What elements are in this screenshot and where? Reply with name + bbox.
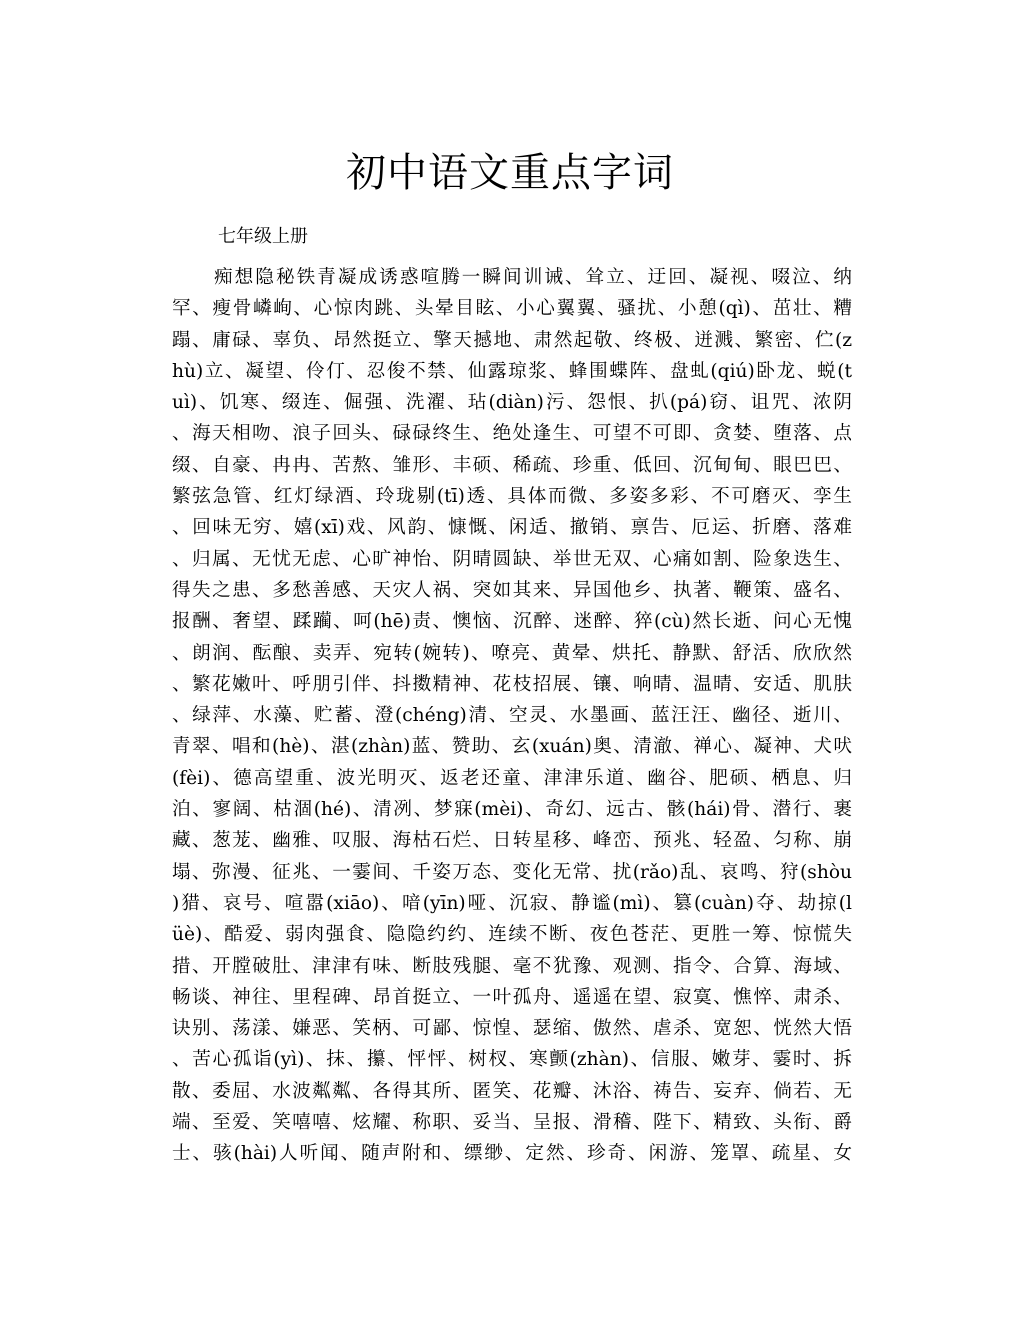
text-line: 、海天相吻、浪子回头、碌碌终生、绝处逢生、可望不可即、贪婪、堕落、点 bbox=[172, 423, 852, 445]
text-line: üè)、酷爱、弱肉强食、隐隐约约、连续不断、夜色苍茫、更胜一筹、惊慌失 bbox=[172, 924, 852, 946]
text-line: 痴想隐秘铁青凝成诱惑喧腾一瞬间训诫、耸立、迂回、凝视、啜泣、纳 bbox=[214, 267, 852, 288]
text-line: 、朗润、酝酿、卖弄、宛转(婉转)、嘹亮、黄晕、烘托、静默、舒活、欣欣然 bbox=[172, 642, 852, 664]
page-title: 初中语文重点字词 bbox=[346, 149, 674, 196]
text-line: 泊、寥阔、枯涸(hé)、清冽、梦寐(mèi)、奇幻、远古、骸(hái)骨、潜行、裹 bbox=[172, 799, 852, 821]
text-line: )猎、哀号、喧嚣(xiāo)、喑(yīn)哑、沉寂、静谧(mì)、篡(cuàn)夺、劫掠(l bbox=[172, 892, 852, 914]
text-line: 繁弦急管、红灯绿酒、玲珑剔(tī)透、具体而微、多姿多彩、不可磨灭、孪生 bbox=[172, 486, 852, 508]
text-line: 藏、葱茏、幽雅、叹服、海枯石烂、日转星移、峰峦、预兆、轻盈、匀称、崩 bbox=[172, 830, 852, 852]
text-line: (fèi)、德高望重、波光明灭、返老还童、津津乐道、幽谷、肥硕、栖息、归 bbox=[172, 767, 852, 789]
text-line: 、归属、无忧无虑、心旷神怡、阴晴圆缺、举世无双、心痛如割、险象迭生、 bbox=[172, 548, 852, 570]
text-line: 青翠、唱和(hè)、湛(zhàn)蓝、赞助、玄(xuán)奥、清澈、禅心、凝神、犬吠 bbox=[172, 736, 852, 758]
text-line: 得失之患、多愁善感、天灾人祸、突如其来、异国他乡、执著、鞭策、盛名、 bbox=[172, 579, 852, 601]
section-heading: 七年级上册 bbox=[218, 226, 308, 247]
text-line: 罕、瘦骨嶙峋、心惊肉跳、头晕目眩、小心翼翼、骚扰、小憩(qì)、茁壮、糟 bbox=[172, 298, 852, 320]
text-line: 措、开膛破肚、津津有味、断肢残腿、毫不犹豫、观测、指令、合算、海域、 bbox=[172, 955, 852, 977]
text-line: 散、委屈、水波粼粼、各得其所、匿笑、花瓣、沐浴、祷告、妄弃、倘若、无 bbox=[172, 1080, 852, 1102]
text-line: 塌、弥漫、征兆、一霎间、千姿万态、变化无常、扰(rǎo)乱、哀鸣、狩(shòu bbox=[172, 861, 852, 883]
text-line: 报酬、奢望、蹂躏、呵(hē)责、懊恼、沉醉、迷醉、猝(cù)然长逝、问心无愧 bbox=[172, 611, 852, 633]
text-line: 、繁花嫩叶、呼朋引伴、抖擞精神、花枝招展、镶、响晴、温晴、安适、肌肤 bbox=[172, 673, 852, 695]
text-line: 士、骇(hài)人听闻、随声附和、缥缈、定然、珍奇、闲游、笼罩、疏星、女 bbox=[172, 1143, 852, 1165]
text-line: 、回味无穷、嬉(xī)戏、风韵、慷慨、闲适、撤销、禀告、厄运、折磨、落难 bbox=[172, 517, 852, 539]
text-line: 缀、自豪、冉冉、苦熬、雏形、丰硕、稀疏、珍重、低回、沉甸甸、眼巴巴、 bbox=[172, 454, 852, 476]
text-line: 、苦心孤诣(yì)、抹、攥、怦怦、树杈、寒颤(zhàn)、信服、嫩芽、霎时、拆 bbox=[172, 1049, 852, 1071]
text-line: hù)立、凝望、伶仃、忍俊不禁、仙露琼浆、蜂围蝶阵、盘虬(qiú)卧龙、蜕(t bbox=[172, 360, 852, 382]
text-line: 诀别、荡漾、嫌恶、笑柄、可鄙、惊惶、瑟缩、傲然、虐杀、宽恕、恍然大悟 bbox=[172, 1018, 852, 1040]
text-line: 蹋、庸碌、辜负、昂然挺立、擎天撼地、肃然起敬、终极、迸溅、繁密、伫(z bbox=[172, 329, 852, 351]
vocabulary-paragraph bbox=[172, 262, 852, 1170]
text-line: 、绿萍、水藻、贮蓄、澄(chéng)清、空灵、水墨画、蓝汪汪、幽径、逝川、 bbox=[172, 705, 852, 727]
text-line: 畅谈、神往、里程碑、昂首挺立、一叶孤舟、遥遥在望、寂寞、憔悴、肃杀、 bbox=[172, 986, 852, 1008]
text-line: uì)、饥寒、缀连、倔强、洗濯、玷(diàn)污、怨恨、扒(pá)窃、诅咒、浓阴 bbox=[172, 392, 852, 414]
text-line: 端、至爱、笑嘻嘻、炫耀、称职、妥当、呈报、滑稽、陛下、精致、头衔、爵 bbox=[172, 1112, 852, 1134]
